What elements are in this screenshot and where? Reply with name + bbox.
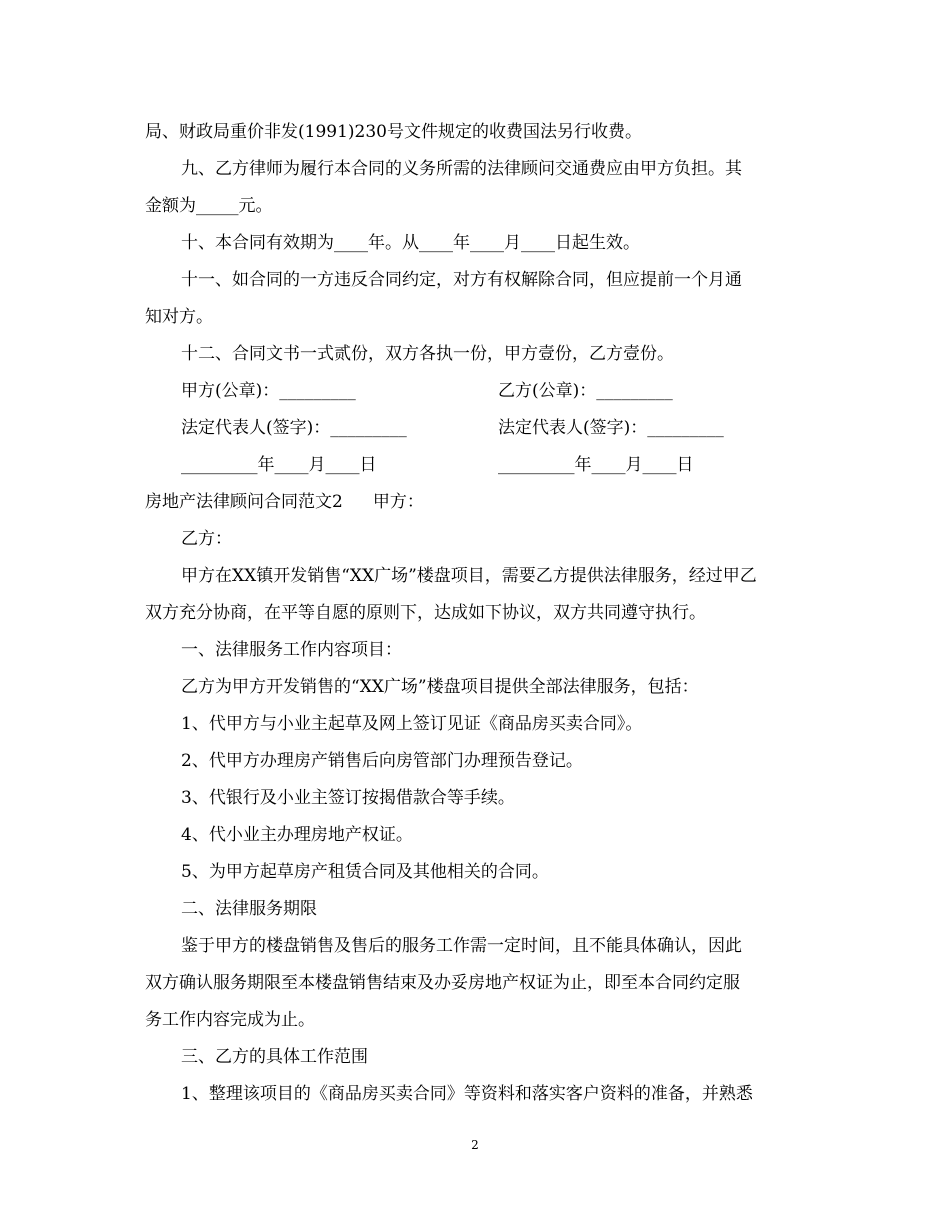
paragraph-line: 二、法律服务期限	[181, 899, 317, 919]
paragraph-line: 双方确认服务期限至本楼盘销售结束及办妥房地产权证为止，即至本合同约定服	[145, 973, 740, 993]
paragraph-line: 乙方为甲方开发销售的“XX广场”楼盘项目提供全部法律服务，包括：	[181, 677, 699, 697]
paragraph-line: 鉴于甲方的楼盘销售及售后的服务工作需一定时间，且不能具体确认，因此	[181, 936, 742, 956]
party-b-representative: 法定代表人(签字)：_________	[498, 418, 724, 438]
paragraph-line: 三、乙方的具体工作范围	[181, 1047, 368, 1067]
paragraph-line: 局、财政局重价非发(1991)230号文件规定的收费国法另行收费。	[145, 122, 642, 142]
party-a-date: _________年____月____日	[181, 455, 377, 475]
paragraph-line: 4、代小业主办理房地产权证。	[181, 825, 413, 845]
party-b-seal: 乙方(公章)：_________	[498, 381, 673, 401]
signature-seal-row	[145, 377, 815, 414]
paragraph-line: 5、为甲方起草房产租赁合同及其他相关的合同。	[181, 862, 549, 882]
paragraph-line: 双方充分协商，在平等自愿的原则下，达成如下协议，双方共同遵守执行。	[145, 603, 706, 623]
paragraph-line: 九、乙方律师为履行本合同的义务所需的法律顾问交通费应由甲方负担。其	[181, 159, 742, 179]
document-body	[145, 118, 815, 1117]
signature-date-row	[145, 451, 815, 488]
paragraph-line: 2、代甲方办理房产销售后向房管部门办理预告登记。	[181, 751, 583, 771]
signature-rep-row	[145, 414, 815, 451]
page-number: 2	[471, 1138, 479, 1152]
section-party-a: 甲方：	[372, 492, 424, 512]
paragraph-line: 一、法律服务工作内容项目：	[181, 640, 402, 660]
party-a-representative: 法定代表人(签字)：_________	[181, 418, 407, 438]
section-title: 房地产法律顾问合同范文2	[145, 492, 343, 512]
paragraph-line: 十一、如合同的一方违反合同约定，对方有权解除合同，但应提前一个月通	[181, 270, 742, 290]
paragraph-line: 金额为_____元。	[145, 196, 273, 216]
paragraph-line: 十二、合同文书一式贰份，双方各执一份，甲方壹份，乙方壹份。	[181, 344, 674, 364]
party-a-seal: 甲方(公章)：_________	[181, 381, 356, 401]
paragraph-line: 乙方：	[181, 529, 232, 549]
paragraph-line: 十、本合同有效期为____年。从____年____月____日起生效。	[181, 233, 640, 253]
paragraph-line: 1、代甲方与小业主起草及网上签订见证《商品房买卖合同》。	[181, 714, 643, 734]
paragraph-line: 1、整理该项目的《商品房买卖合同》等资料和落实客户资料的准备，并熟悉	[181, 1084, 753, 1104]
paragraph-line: 务工作内容完成为止。	[145, 1010, 315, 1030]
paragraph-line: 甲方在XX镇开发销售“XX广场”楼盘项目，需要乙方提供法律服务，经过甲乙	[181, 566, 757, 586]
paragraph-line: 知对方。	[145, 307, 213, 327]
paragraph-line: 3、代银行及小业主签订按揭借款合等手续。	[181, 788, 515, 808]
party-b-date: _________年____月____日	[498, 455, 694, 475]
section-title-line	[145, 488, 815, 525]
